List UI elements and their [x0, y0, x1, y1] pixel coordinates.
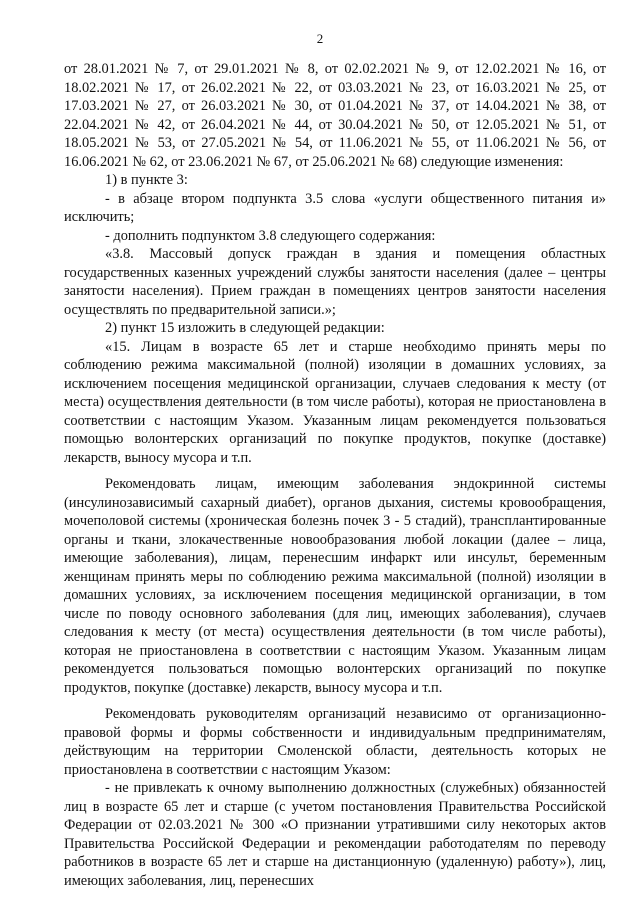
- paragraph-recommend-employers: Рекомендовать руководителям организаций независимо от организационно-правовой формы и формы собственности и индивидуальным предпринимателям, действующим на территории Смоленской области, деятельность которых не приостановлена в соответствии с настоящим Указом:: [64, 706, 606, 778]
- paragraph-clause-3-8: «3.8. Массовый допуск граждан в здания и помещения областных государственных казенных учреждений службы занятости населения (далее – центры занятости населения). Прием граждан в помещениях центров занятости населения осуществлять по предварительной записи.»;: [64, 246, 606, 318]
- paragraph-clause-15: «15. Лицам в возрасте 65 лет и старше необходимо принять меры по соблюдению режима максимальной (полной) изоляции в домашних условиях, за исключением посещения медицинской организации, случаев следования к месту (от места) осуществления деятельности (в том числе работы), которая не приостановлена в соответствии с настоящим Указом. Указанным лицам рекомендуется пользоваться помощью волонтерских организаций по покупке продуктов, покупке (доставке) лекарств, выносу мусора и т.п.: [64, 338, 606, 466]
- paragraph-item-1: 1) в пункте 3:: [105, 172, 188, 188]
- paragraph-item-1-sub-a: - в абзаце втором подпункта 3.5 слова «услуги общественного питания и» исключить;: [64, 190, 606, 225]
- page-number: 2: [316, 31, 324, 46]
- paragraph-item-1-sub-b: - дополнить подпунктом 3.8 следующего содержания:: [105, 227, 436, 244]
- document-body: [64, 60, 606, 890]
- paragraph-recommend-persons: Рекомендовать лицам, имеющим заболевания эндокринной системы (инсулинозависимый сахарный диабет), органов дыхания, системы кровообращения, мочеполовой системы (хроническая болезнь почек 3 - 5 стадий), трансплантированные органы и ткани, злокачественные новообразования любой локации (далее – лица, имеющие заболевания), лицам, перенесшим инфаркт или инсульт, беременным женщинам принять меры по соблюдению режима максимальной (полной) изоляции в домашних условиях, за исключением посещения медицинской организации, в том числе по поводу основного заболевания (для лиц, имеющих заболевания), случаев следования к месту (от места) осуществления деятельности (в том числе работы), которая не приостановлена в соответствии с настоящим Указом. Указанным лицам рекомендуется пользоваться помощью волонтерских организаций по покупке продуктов, покупке (доставке) лекарств, выносу мусора и т.п.: [64, 476, 606, 696]
- paragraph-item-2: 2) пункт 15 изложить в следующей редакции:: [105, 320, 385, 336]
- paragraph-employers-item: - не привлекать к очному выполнению должностных (служебных) обязанностей лиц в возрасте 65 лет и старше (с учетом постановления Правительства Российской Федерации от 02.03.2021 № 300 «О признании утратившими силу некоторых актов Правительства Российской Федерации и рекомендации работодателям по переводу работников в возрасте 65 лет и старше на дистанционную (удаленную) работу»), лиц, имеющих заболевания, лиц, перенесших: [64, 780, 606, 889]
- paragraph-amendment-list: от 28.01.2021 № 7, от 29.01.2021 № 8, от 02.02.2021 № 9, от 12.02.2021 № 16, от 18.02.2021 № 17, от 26.02.2021 № 22, от 03.03.2021 № 23, от 16.03.2021 № 25, от 17.03.2021 № 27, от 26.03.2021 № 30, от 01.04.2021 № 37, от 14.04.2021 № 38, от 22.04.2021 № 42, от 26.04.2021 № 44, от 30.04.2021 № 50, от 12.05.2021 № 51, от 18.05.2021 № 53, от 27.05.2021 № 54, от 11.06.2021 № 55, от 11.06.2021 № 56, от 16.06.2021 № 62, от 23.06.2021 № 67, от 25.06.2021 № 68) следующие изменения:: [64, 61, 606, 170]
